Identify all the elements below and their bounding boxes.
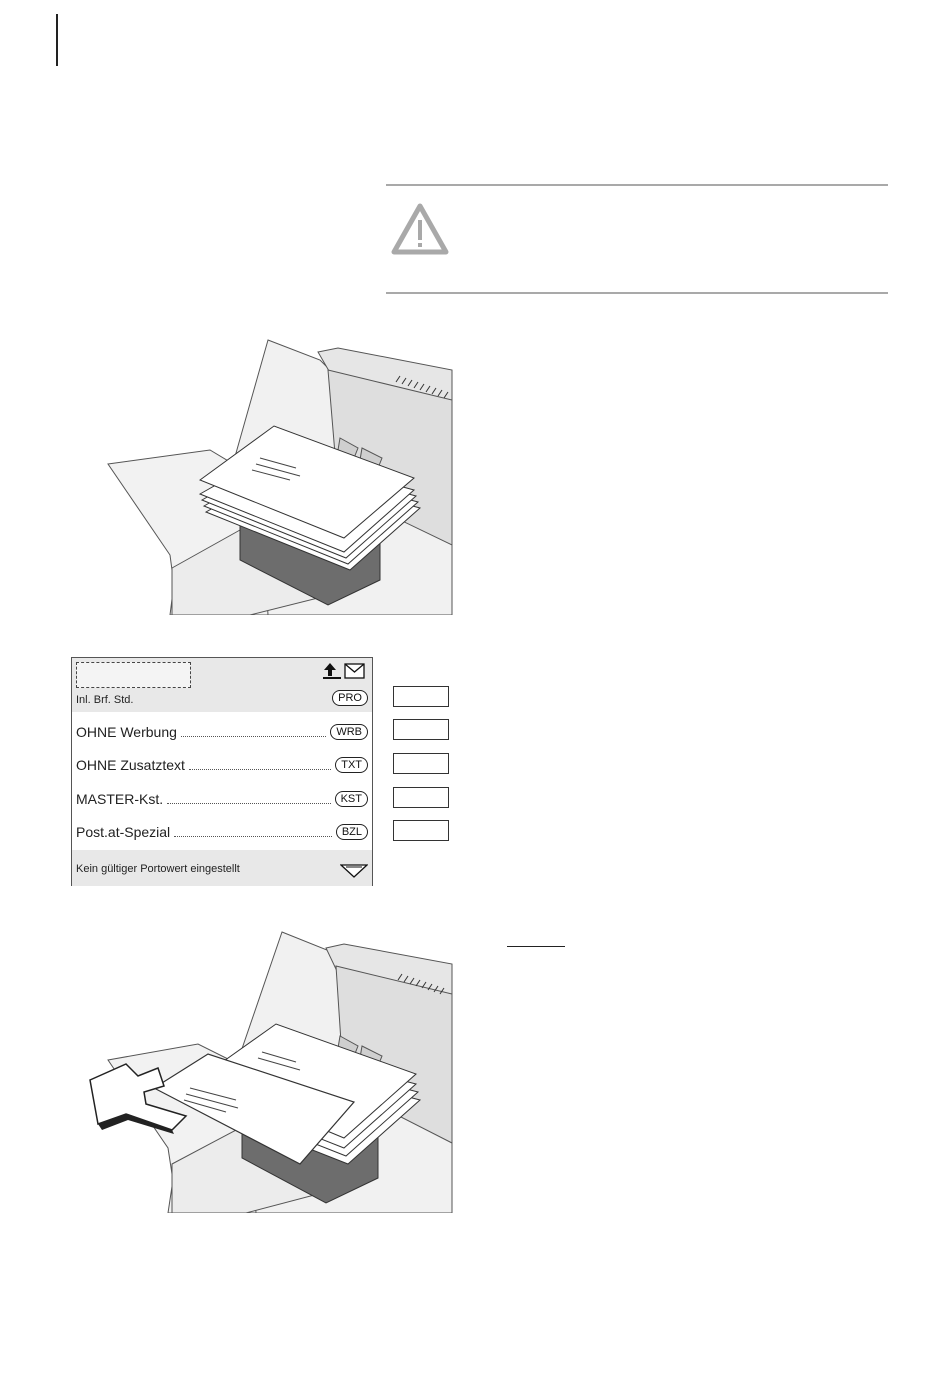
envelope-icon xyxy=(345,664,364,678)
status-icons xyxy=(322,660,366,682)
display-subtitle: Inl. Brf. Std. xyxy=(76,694,134,706)
underline-mark xyxy=(507,946,565,947)
envelope-insert-illustration xyxy=(86,928,454,1213)
display-header xyxy=(72,658,372,712)
scroll-down-triangle-icon[interactable] xyxy=(340,864,368,878)
soft-key-2[interactable] xyxy=(393,719,449,740)
menu-row-werbung[interactable] xyxy=(76,721,368,743)
leader-dots xyxy=(167,794,330,804)
badge-txt: TXT xyxy=(335,757,368,773)
margin-rule xyxy=(56,14,58,66)
postage-value-field[interactable] xyxy=(76,662,191,688)
menu-row-master-kst[interactable] xyxy=(76,788,368,810)
soft-key-4[interactable] xyxy=(393,787,449,808)
leader-dots xyxy=(181,727,326,737)
menu-row-label: Post.at-Spezial xyxy=(76,824,171,840)
soft-key-3[interactable] xyxy=(393,753,449,774)
warning-icon xyxy=(390,202,450,256)
soft-key-1[interactable] xyxy=(393,686,449,707)
warning-top-rule xyxy=(386,184,888,186)
status-message: Kein gültiger Portowert eingestellt xyxy=(76,863,240,875)
menu-row-label: OHNE Zusatztext xyxy=(76,757,185,773)
soft-key-5[interactable] xyxy=(393,820,449,841)
envelope-stack-illustration xyxy=(100,330,455,615)
leader-dots xyxy=(189,760,331,770)
leader-dots xyxy=(174,827,332,837)
upload-icon xyxy=(323,663,341,679)
menu-row-label: OHNE Werbung xyxy=(76,724,177,740)
badge-kst: KST xyxy=(335,791,368,807)
badge-bzl: BZL xyxy=(336,824,368,840)
display-menu xyxy=(72,712,372,850)
menu-row-post-spezial[interactable] xyxy=(76,821,368,843)
badge-pro: PRO xyxy=(332,690,368,706)
warning-bottom-rule xyxy=(386,292,888,294)
display-footer xyxy=(72,850,372,886)
menu-row-label: MASTER-Kst. xyxy=(76,791,164,807)
device-display xyxy=(71,657,373,886)
badge-wrb: WRB xyxy=(330,724,368,740)
menu-row-zusatztext[interactable] xyxy=(76,754,368,776)
